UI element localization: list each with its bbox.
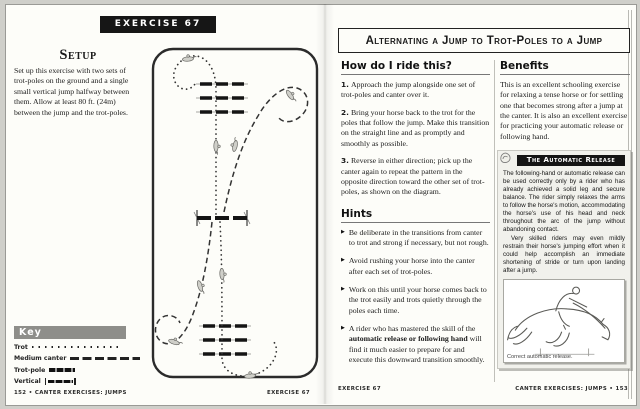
key-label-trot: Trot [14, 343, 28, 351]
how-to-heading: How do I ride this? [341, 60, 490, 75]
right-page-footer-left: EXERCISE 67 [338, 386, 381, 392]
key-row-canter [14, 355, 140, 362]
hint-text-lead: A rider who has mastered the skill of the [348, 324, 476, 334]
exercise-diagram [150, 46, 320, 380]
key-row-vertical [14, 378, 140, 385]
benefits-heading: Benefits [500, 60, 630, 75]
key-row-trot [14, 344, 140, 351]
step-item [341, 156, 490, 197]
step-item [341, 108, 490, 149]
setup-heading: Setup [59, 47, 97, 63]
how-to-column [341, 60, 490, 374]
dashed-line-symbol [70, 357, 140, 359]
step-number: 2. [341, 107, 349, 117]
vertical-jump [194, 210, 250, 226]
arena-diagram-svg [150, 46, 320, 380]
hint-text: Avoid rushing your horse into the canter after each set of trot-poles. [348, 256, 475, 276]
release-box-paragraph-1: The following-hand or automatic release can be used correctly only by a rider who has already achieved a solid leg and secure balance. The rider simply relaxes the arms to follow the horse's motion, accommodating the horse's use of his head and neck throughout the arc of the jump without abandoning contact. [503, 170, 625, 234]
dotted-line-symbol [32, 346, 118, 348]
step-text: Reverse in either direction; pick up the canter again to repeat the pattern in the opposite direction toward the other set of trot-poles, as shown on the diagram. [341, 156, 485, 197]
key-row-trot-pole [14, 367, 140, 374]
benefits-column [500, 60, 630, 142]
right-page-footer-right: CANTER EXERCISES: JUMPS • 153 [515, 386, 628, 392]
setup-paragraph: Set up this exercise with two sets of trot-poles on the ground and a single small vertical jump halfway between them. Allow at least 80 ft. (24m) between the jump and the trot-poles. [14, 66, 130, 117]
benefits-paragraph: This is an excellent schooling exercise for relaxing a tense horse or for settling one that becomes strong after a jump at the canter. It is also an excellent exercise for practicing your automatic release or following hand. [500, 80, 628, 141]
trot-pole-symbol [49, 368, 75, 372]
hints-heading: Hints [341, 208, 490, 223]
exercise-number-banner: EXERCISE 67 [100, 16, 216, 33]
key-label-canter: Medium canter [14, 355, 67, 362]
hint-text-bold: automatic release or following hand [348, 334, 468, 344]
exercise-title: Alternating a Jump to Trot-Poles to a Jump [338, 28, 630, 53]
step-text: Approach the jump alongside one set of trot-poles and canter over it. [341, 80, 476, 100]
release-box-paragraph-2: Very skilled riders may even mildly restrain their horse's jumping effort when it could help accomplish an immediate shortening of stride or turn upon landing after a jump. [503, 234, 625, 274]
key-label-vertical: Vertical [14, 378, 41, 385]
trot-track [174, 56, 277, 376]
column-divider [494, 60, 495, 382]
canter-track [155, 87, 307, 343]
vertical-jump-symbol [45, 378, 76, 385]
step-number: 3. [341, 156, 349, 166]
step-number: 1. [341, 80, 349, 89]
page-edge-line [631, 10, 632, 399]
key-heading: Key [14, 326, 126, 339]
hint-item [341, 324, 490, 365]
diagram-key [14, 326, 140, 385]
hint-text: Work on this until your horse comes back to the trot easily and trots quietly through the poles each time. [348, 285, 487, 315]
triangle-bullet-icon: ▶ [341, 287, 345, 293]
hint-text-rest: will find it much easier to prepare for and execute this downward transition smoothly. [348, 334, 485, 365]
trot-poles-top [200, 84, 244, 112]
illustration-caption: Correct automatic release. [507, 353, 573, 360]
key-label-trot-pole: Trot-pole [14, 366, 46, 374]
jumping-horse-illustration [503, 279, 625, 363]
release-box-title: The Automatic Release [517, 155, 625, 166]
left-page-footer-right: EXERCISE 67 [267, 390, 310, 396]
horse-sketch-svg [504, 280, 625, 361]
hint-text: Be deliberate in the transitions from canter to trot and strong if necessary, but not rough. [348, 227, 489, 247]
step-text: Bring your horse back to the trot for the poles that follow the jump. Make this transition on the straight line and as promptly and smoothly as possible. [341, 107, 490, 148]
left-page-footer-left: 152 • CANTER EXERCISES: JUMPS [14, 390, 127, 396]
hint-text [349, 324, 490, 365]
triangle-bullet-icon: ▶ [341, 326, 345, 332]
sketch-leaf-icon [499, 151, 513, 164]
step-item [341, 80, 490, 101]
triangle-bullet-icon: ▶ [341, 258, 345, 264]
hint-item [341, 256, 490, 277]
trot-poles-bottom [203, 326, 247, 354]
hint-item [341, 285, 490, 316]
hint-item [341, 228, 490, 249]
automatic-release-sidebar [497, 150, 631, 369]
triangle-bullet-icon: ▶ [341, 229, 345, 235]
